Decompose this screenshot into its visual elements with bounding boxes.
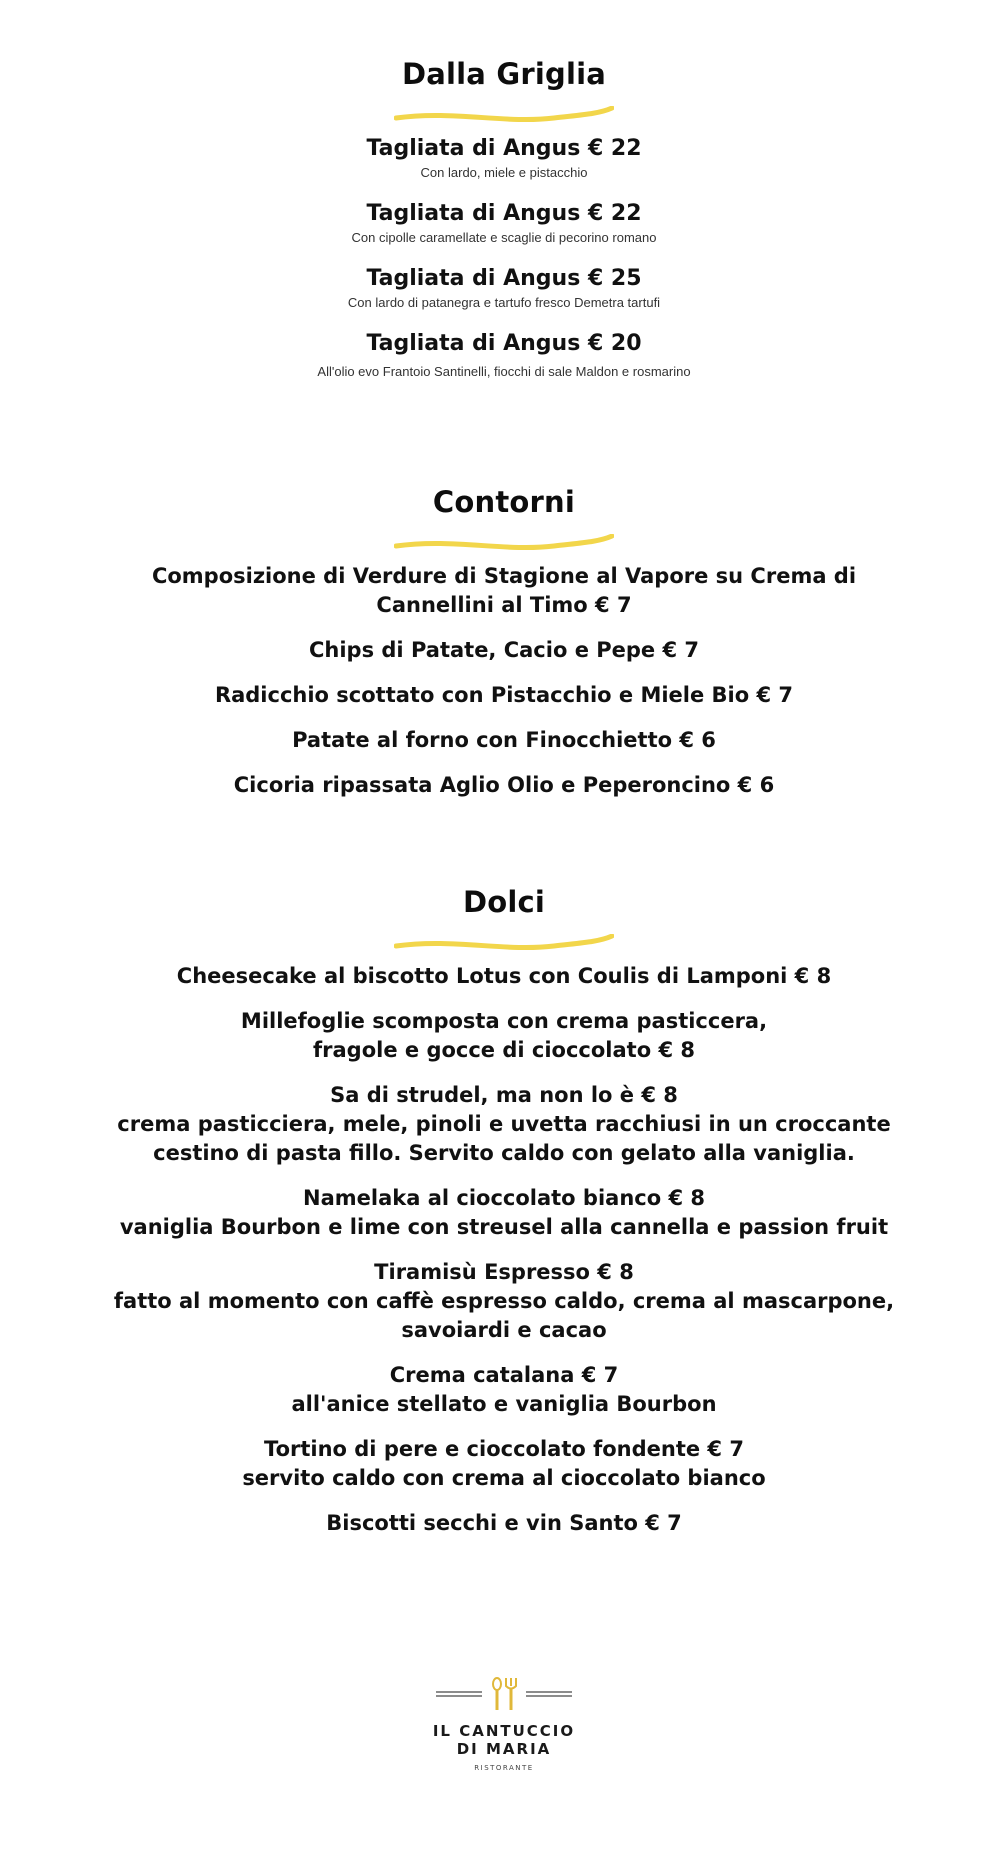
section-title: Contorni: [432, 485, 576, 519]
dolci-item: [0, 1509, 1008, 1538]
item-name: Radicchio scottato con Pistacchio e Miele Bio € 7: [214, 683, 794, 707]
item-description: Con lardo, miele e pistacchio: [420, 165, 588, 180]
item-description: cestino di pasta fillo. Servito caldo con gelato alla vaniglia.: [153, 1141, 855, 1165]
item-name: Tiramisù Espresso € 8: [374, 1260, 634, 1284]
dolci-item: [0, 1184, 1008, 1242]
logo-subtitle: RISTORANTE: [474, 1764, 534, 1772]
item-name: Tagliata di Angus € 22: [366, 136, 642, 161]
swoosh-divider: [394, 934, 614, 956]
item-name: Biscotti secchi e vin Santo € 7: [326, 1511, 682, 1535]
item-name: Cheesecake al biscotto Lotus con Coulis di Lamponi € 8: [176, 964, 832, 988]
contorni-item: [0, 681, 1008, 710]
section-title: Dalla Griglia: [401, 57, 607, 91]
item-name: Namelaka al cioccolato bianco € 8: [303, 1186, 705, 1210]
item-name: Tagliata di Angus € 25: [366, 266, 642, 291]
item-name: Composizione di Verdure di Stagione al Vapore su Crema di: [151, 564, 857, 588]
griglia-item: [0, 264, 1008, 312]
cutlery-icon: [434, 1676, 574, 1712]
griglia-item: [0, 134, 1008, 182]
item-name: Millefoglie scomposta con crema pasticcera,: [240, 1009, 768, 1033]
restaurant-logo: [0, 1676, 1008, 1772]
section-contorni: [0, 482, 1008, 800]
section-title: Dolci: [462, 885, 546, 919]
item-name: Crema catalana € 7: [389, 1363, 619, 1387]
contorni-item: [0, 771, 1008, 800]
swoosh-divider: [394, 106, 614, 128]
item-name: Tagliata di Angus € 20: [366, 331, 642, 356]
contorni-item: [0, 636, 1008, 665]
item-description: all'anice stellato e vaniglia Bourbon: [291, 1392, 717, 1416]
item-name: Patate al forno con Finocchietto € 6: [292, 728, 716, 752]
item-description: crema pasticciera, mele, pinoli e uvetta racchiusi in un croccante: [117, 1112, 891, 1136]
section-griglia: [0, 54, 1008, 381]
swoosh-divider: [394, 534, 614, 556]
section-dolci: [0, 882, 1008, 1538]
item-name-continued: Cannellini al Timo € 7: [376, 593, 632, 617]
item-description: fatto al momento con caffè espresso caldo, crema al mascarpone,: [113, 1289, 895, 1313]
item-name: Sa di strudel, ma non lo è € 8: [330, 1083, 678, 1107]
item-name-continued: fragole e gocce di cioccolato € 8: [313, 1038, 695, 1062]
dolci-item: [0, 1361, 1008, 1419]
dolci-item: [0, 1081, 1008, 1168]
item-description: Con lardo di patanegra e tartufo fresco Demetra tartufi: [347, 295, 661, 310]
contorni-item: [0, 726, 1008, 755]
item-name: Tagliata di Angus € 22: [366, 201, 642, 226]
item-description: Con cipolle caramellate e scaglie di pecorino romano: [351, 230, 657, 245]
item-description: All'olio evo Frantoio Santinelli, fiocchi di sale Maldon e rosmarino: [317, 364, 691, 379]
item-name: Cicoria ripassata Aglio Olio e Peperoncino € 6: [233, 773, 775, 797]
dolci-item: [0, 1258, 1008, 1345]
contorni-item: [0, 562, 1008, 620]
item-name: Tortino di pere e cioccolato fondente € 7: [264, 1437, 744, 1461]
item-description: savoiardi e cacao: [401, 1318, 607, 1342]
logo-name-line1: IL CANTUCCIO: [432, 1722, 576, 1740]
griglia-item: [0, 329, 1008, 381]
item-description: servito caldo con crema al cioccolato bianco: [242, 1466, 766, 1490]
item-description: vaniglia Bourbon e lime con streusel alla cannella e passion fruit: [119, 1215, 889, 1239]
dolci-item: [0, 1007, 1008, 1065]
griglia-item: [0, 199, 1008, 247]
dolci-item: [0, 1435, 1008, 1493]
logo-name-line2: DI MARIA: [456, 1740, 552, 1758]
dolci-item: [0, 962, 1008, 991]
item-name: Chips di Patate, Cacio e Pepe € 7: [309, 638, 699, 662]
